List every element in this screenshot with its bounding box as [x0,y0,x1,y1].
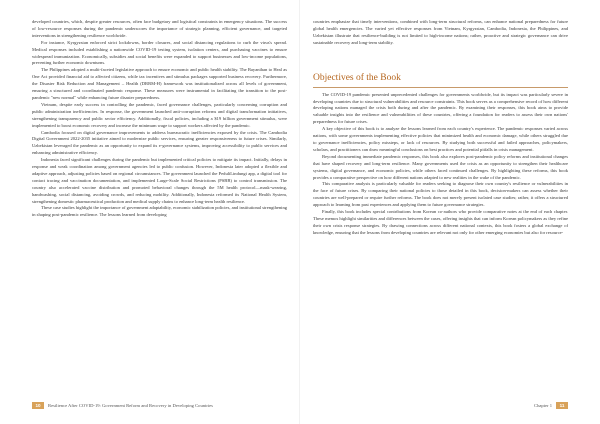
body-paragraph: Beyond documenting immediate pandemic responses, this book also explores post-pandemic policy reforms and institutional changes that have shaped recovery and long-term resilience. Many governments used the crisis as an opportunity to strengthen their healthcare systems, digital governance, and economic policies, while others faced continued challenges. By highlighting these reforms, this book provides a comparative perspective on how different nations adapted to new realities in the wake of the pandemic. [313,153,568,180]
body-paragraph: developed countries, which, despite greater resources, often face budgetary and logistical constraints in emergency situations. The success of low-resource responses during the pandemic underscores the importance of strategic planning, efficient governance, and targeted interventions in strengthening resilience worldwide. [32,19,287,38]
body-paragraph: These case studies highlight the importance of government adaptability, economic stabilization policies, and institutional strengthening in shaping post-pandemic resilience. The lessons learned from developing [32,205,287,218]
body-paragraph: Finally, this book includes special contributions from Korean co-authors who provide comparative notes at the end of each chapter. These memos highlight similarities and differences between the cases, offering insights that can inform Korean policymakers as they refine their own crisis response strategies. By drawing connections across different national contexts, this book fosters a global exchange of knowledge, ensuring that the lessons from developing countries are relevant not only for other emerging economies but also for resource- [313,209,568,235]
body-paragraph: The COVID-19 pandemic presented unprecedented challenges for governments worldwide, but its impact was particularly severe in developing countries due to structural vulnerabilities and resource constraints. This book serves as a comprehensive record of how different developing nations managed the crisis both during and after the pandemic. By examining their responses, this book aims to provide valuable insights into the resilience and vulnerabilities of these countries, offering a foundation for readers to assess their own nations' preparedness for future crises. [313,91,568,125]
body-paragraph: Cambodia focused on digital governance improvements to address bureaucratic inefficiencies exposed by the crisis. The Cambodia Digital Government 2022-2035 initiative aimed to modernize public services, ensuring greater responsiveness to future crises. Similarly, Uzbekistan leveraged the pandemic as an opportunity to expand its e-governance systems, improving accessibility to public services and enhancing administrative efficiency. [32,129,287,156]
left-page-footer [32,401,213,410]
right-page [300,0,600,424]
right-page-footer [534,401,568,410]
section-heading-text: Objectives of the Book [313,72,401,83]
chapter-label: Chapter 1 [534,403,552,408]
body-paragraph: Indonesia faced significant challenges during the pandemic but implemented critical policies to mitigate its impact. Initially, delays in response and weak coordination among government agencies led to public confusion. However, Indonesia later adopted a flexible and adaptive approach, adjusting policies based on regional circumstances. The government launched the PeduliLindungi app, a digital tool for contact tracing and vaccination documentation, and implemented Large-Scale Social Restrictions (PSBB) to control transmission. The country also accelerated vaccine distribution and promoted behavioral changes through the 5M health protocol—mask-wearing, handwashing, social distancing, avoiding crowds, and reducing mobility. Additionally, Indonesia reformed its National Health System, strengthening domestic pharmaceutical production and medical supply chains to enhance long-term health resilience. [32,157,287,204]
body-paragraph: This comparative analysis is particularly valuable for readers seeking to diagnose their own country's resilience or vulnerabilities in the face of future crises. By comparing their national policies to those detailed in this book, decision-makers can assess whether their countries are well-prepared or require further reforms. The book does not merely present isolated case studies; rather, it offers a structured approach to learning from past experiences and applying them to future governance strategies. [313,181,568,208]
body-paragraph: A key objective of this book is to analyze the lessons learned from each country's experience. The pandemic responses varied across nations, with some governments implementing effective policies that minimized health and economic damage, while others struggled due to governance inefficiencies, policy missteps, or lack of resources. By studying both successful and failed approaches, policymakers, scholars, and practitioners can draw meaningful conclusions on best practices and potential pitfalls in crisis management. [313,126,568,152]
page-number: 10 [32,402,44,409]
body-paragraph: The Philippines adopted a multi-faceted legislative approach to ensure economic and public health stability. The Bayanihan to Heal as One Act provided financial aid to affected citizens, while tax incentives and stimulus packages supported business recovery. Furthermore, the Disaster Risk Reduction and Management – Health (DRRM-H) framework was institutionalized across all levels of government, ensuring a structured and coordinated pandemic response. These measures were instrumental in facilitating the transition to the post-pandemic "new normal" while enhancing future disaster preparedness. [32,67,287,100]
body-paragraph: countries emphasize that timely interventions, combined with long-term structural reforms, can enhance national preparedness for future global health emergencies. The varied yet effective responses from Vietnam, Kyrgyzstan, Cambodia, Indonesia, the Philippines, and Uzbekistan illustrate that resilience-building is not limited to high-income nations; rather, proactive and strategic governance can drive sustainable recovery and long-term stability. [313,19,568,45]
body-paragraph: For instance, Kyrgyzstan enforced strict lockdowns, border closures, and social distancing regulations to curb the virus's spread. Medical responses included establishing a nationwide COVID-19 testing system, isolation centers, and purchasing vaccines to ensure widespread immunization. Economically, subsidies and social benefits were expanded to support businesses and low-income populations, preventing further economic downturns. [32,39,287,66]
page-number: 11 [556,402,568,409]
running-title: Resilience After COVID-19: Government Reform and Recovery in Developing Countries [48,403,213,408]
body-paragraph: Vietnam, despite early success in controlling the pandemic, faced governance challenges, particularly concerning corruption and public administration inefficiencies. In response, the government launched anti-corruption reforms and digital transformation initiatives, strengthening transparency and public sector efficiency. Additionally, fiscal policies, including a $19 billion government stimulus, were implemented to boost economic recovery and increase the minimum wage to support workers affected by the pandemic. [32,101,287,128]
section-heading [313,73,568,88]
